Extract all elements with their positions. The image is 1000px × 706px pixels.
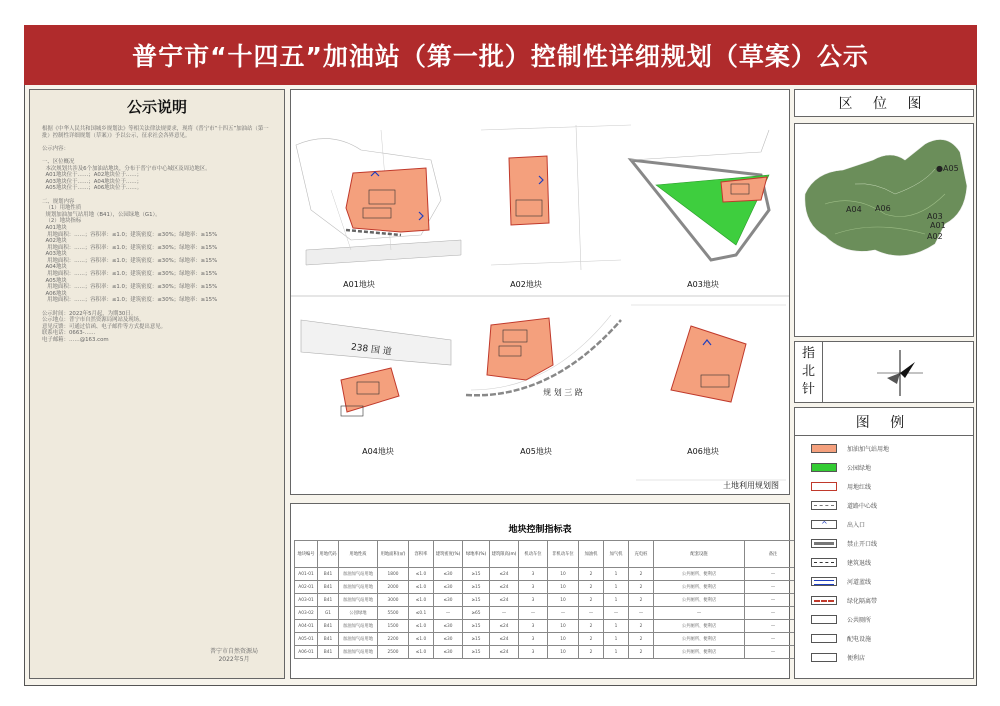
table-header-cell: 备注	[745, 541, 802, 568]
table-cell: A01-01	[295, 568, 318, 581]
location-label-a04: A04	[846, 205, 862, 214]
land-use-maps	[291, 90, 789, 494]
legend-swatch	[811, 501, 837, 510]
legend-item	[811, 575, 871, 587]
table-cell: —	[745, 646, 802, 659]
table-cell: 1800	[378, 568, 409, 581]
table-cell: ≤24	[490, 646, 519, 659]
table-cell: —	[654, 607, 745, 620]
north-heading: 指 北 针	[795, 342, 823, 402]
table-cell: —	[745, 633, 802, 646]
legend-label: 便利店	[847, 654, 866, 662]
legend-label: 配电设施	[847, 635, 872, 643]
road-label-238: 238 国 道	[350, 342, 393, 358]
table-cell: B41	[318, 581, 339, 594]
north-arrow-box	[794, 341, 974, 403]
location-label-a03: A03	[927, 212, 943, 221]
legend-label: 道路中心线	[847, 502, 878, 510]
table-cell: ≤1.0	[409, 581, 434, 594]
table-cell: —	[579, 607, 604, 620]
table-cell: ≥15	[463, 581, 490, 594]
table-cell: —	[629, 607, 654, 620]
map-label-a01: A01地块	[343, 280, 375, 289]
table-cell: ≤24	[490, 633, 519, 646]
parcel-map-a05	[466, 315, 621, 397]
land-use-map-panel	[290, 89, 790, 495]
control-index-table	[294, 540, 802, 659]
table-cell: ≥15	[463, 568, 490, 581]
table-cell: ≤24	[490, 594, 519, 607]
table-row	[295, 607, 802, 620]
table-cell: 10	[548, 646, 579, 659]
legend-item	[811, 556, 871, 568]
road-label-plan3: 规 划 三 路	[543, 388, 583, 397]
location-point-a05: ●	[936, 164, 946, 173]
table-cell: 2	[629, 646, 654, 659]
legend-swatch	[811, 444, 837, 453]
table-header-cell: 充电桩	[629, 541, 654, 568]
legend-label: 禁止开口线	[847, 540, 878, 548]
legend-label: 公园绿地	[847, 464, 872, 472]
table-header-cell: 建筑密度(%)	[434, 541, 463, 568]
legend-swatch	[811, 482, 837, 491]
legend-item	[811, 537, 877, 549]
table-cell: —	[745, 568, 802, 581]
table-cell: ≤1.0	[409, 594, 434, 607]
table-cell: G1	[318, 607, 339, 620]
table-cell: ≥65	[463, 607, 490, 620]
table-cell: ≤30	[434, 646, 463, 659]
table-cell: 加油加气站用地	[339, 646, 378, 659]
table-cell: 2000	[378, 581, 409, 594]
parcel-map-a02	[481, 125, 631, 270]
table-row	[295, 633, 802, 646]
table-cell: 加油加气站用地	[339, 594, 378, 607]
table-cell: 加油加气站用地	[339, 581, 378, 594]
legend-swatch	[811, 634, 837, 643]
location-label-a05: A05	[943, 164, 959, 173]
table-header-cell: 建筑限高(m)	[490, 541, 519, 568]
table-cell: 3	[519, 633, 548, 646]
table-cell: ≤1.0	[409, 646, 434, 659]
region-shape	[805, 140, 967, 256]
table-cell: —	[490, 607, 519, 620]
table-cell: 1	[604, 581, 629, 594]
legend-label: 建筑退线	[847, 559, 872, 567]
table-cell: —	[548, 607, 579, 620]
control-index-table-panel	[290, 503, 790, 679]
legend-swatch	[811, 596, 837, 605]
table-header-cell: 用地性质	[339, 541, 378, 568]
table-cell: —	[745, 620, 802, 633]
map-label-a03: A03地块	[687, 280, 719, 289]
table-header-cell: 地块编号	[295, 541, 318, 568]
table-cell: ≥15	[463, 620, 490, 633]
table-cell: 1	[604, 633, 629, 646]
table-cell: 2	[629, 633, 654, 646]
table-cell: —	[604, 607, 629, 620]
table-cell: B41	[318, 646, 339, 659]
table-cell: 公共厕所、便利店	[654, 646, 745, 659]
table-cell: 2	[579, 568, 604, 581]
table-cell: 2	[579, 633, 604, 646]
location-heading: 区 位 图	[794, 89, 974, 117]
table-cell: —	[519, 607, 548, 620]
table-cell: 2	[579, 581, 604, 594]
legend-swatch	[811, 558, 837, 567]
table-cell: 1	[604, 594, 629, 607]
table-cell: —	[434, 607, 463, 620]
legend-item	[811, 632, 871, 644]
table-cell: —	[745, 594, 802, 607]
table-cell: 3	[519, 581, 548, 594]
legend-heading: 图 例	[795, 408, 973, 436]
legend-label: 加油加气站用地	[847, 445, 890, 453]
legend-swatch	[811, 615, 837, 624]
legend-label: 河道蓝线	[847, 578, 872, 586]
table-cell: ≤1.0	[409, 633, 434, 646]
table-cell: 3	[519, 646, 548, 659]
table-cell: 公共厕所、便利店	[654, 581, 745, 594]
parcel-map-a03	[631, 130, 769, 260]
legend-box	[794, 407, 974, 679]
legend-label: 出入口	[847, 521, 866, 529]
table-cell: 2	[579, 620, 604, 633]
table-cell: 2	[629, 594, 654, 607]
table-cell: A04-01	[295, 620, 318, 633]
table-cell: —	[745, 607, 802, 620]
table-cell: A06-01	[295, 646, 318, 659]
table-cell: 公园绿地	[339, 607, 378, 620]
table-cell: 2200	[378, 633, 409, 646]
table-cell: 公共厕所、便利店	[654, 620, 745, 633]
notice-panel	[29, 89, 285, 679]
table-header-cell: 加气机	[604, 541, 629, 568]
notice-signature: 普宁市自然资源局 2022年5月	[209, 648, 258, 663]
table-header-cell: 机动车位	[519, 541, 548, 568]
table-cell: —	[745, 581, 802, 594]
parcel-map-a01	[296, 130, 461, 265]
legend-item	[811, 594, 877, 606]
table-cell: ≤30	[434, 568, 463, 581]
legend-item	[811, 461, 871, 473]
table-cell: 加油加气站用地	[339, 620, 378, 633]
table-row	[295, 594, 802, 607]
legend-item	[811, 613, 871, 625]
table-cell: 公共厕所、便利店	[654, 633, 745, 646]
table-cell: 10	[548, 633, 579, 646]
table-cell: 1	[604, 620, 629, 633]
legend-item	[811, 499, 877, 511]
table-cell: 5500	[378, 607, 409, 620]
table-cell: 1500	[378, 620, 409, 633]
table-cell: A05-01	[295, 633, 318, 646]
parcel-map-a04	[301, 320, 451, 416]
table-cell: A03-02	[295, 607, 318, 620]
table-cell: 公共厕所、便利店	[654, 568, 745, 581]
table-cell: ≤30	[434, 581, 463, 594]
table-header-cell: 用地代码	[318, 541, 339, 568]
table-cell: 加油加气站用地	[339, 568, 378, 581]
table-cell: ≥15	[463, 633, 490, 646]
table-row	[295, 581, 802, 594]
table-header-cell: 用地面积(㎡)	[378, 541, 409, 568]
legend-item	[811, 651, 865, 663]
table-cell: 2	[579, 646, 604, 659]
table-cell: 1	[604, 646, 629, 659]
table-cell: 10	[548, 568, 579, 581]
location-label-a02: A02	[927, 232, 943, 241]
legend-label: 公共厕所	[847, 616, 872, 624]
table-body	[295, 568, 802, 659]
table-header-row	[295, 541, 802, 568]
table-cell: 2	[579, 594, 604, 607]
table-cell: 10	[548, 581, 579, 594]
table-row	[295, 646, 802, 659]
location-label-a06: A06	[875, 204, 891, 213]
table-cell: ≤30	[434, 633, 463, 646]
map-label-a02: A02地块	[510, 280, 542, 289]
table-cell: ≤30	[434, 620, 463, 633]
map-footer: 土地利用规划图	[723, 481, 779, 490]
map-label-a05: A05地块	[520, 447, 552, 456]
table-header-cell: 非机动车位	[548, 541, 579, 568]
table-cell: 10	[548, 594, 579, 607]
table-cell: 3	[519, 594, 548, 607]
table-cell: ≤0.1	[409, 607, 434, 620]
table-cell: 公共厕所、便利店	[654, 594, 745, 607]
legend-item	[811, 442, 889, 454]
legend-swatch: ^	[811, 520, 837, 529]
legend-label: 绿化隔离带	[847, 597, 878, 605]
table-cell: 10	[548, 620, 579, 633]
table-row	[295, 568, 802, 581]
table-cell: ≤1.0	[409, 620, 434, 633]
table-header-cell: 配套设施	[654, 541, 745, 568]
table-cell: ≥15	[463, 646, 490, 659]
table-cell: B41	[318, 568, 339, 581]
table-cell: 2	[629, 620, 654, 633]
table-cell: 2	[629, 581, 654, 594]
table-cell: 1	[604, 568, 629, 581]
north-arrow-icon	[875, 348, 925, 398]
table-row	[295, 620, 802, 633]
legend-item	[811, 518, 865, 530]
table-cell: ≤1.0	[409, 568, 434, 581]
table-title: 地块控制指标表	[508, 525, 572, 535]
legend-swatch	[811, 463, 837, 472]
table-cell: 2	[629, 568, 654, 581]
table-cell: ≤30	[434, 594, 463, 607]
legend-swatch	[811, 653, 837, 662]
table-cell: B41	[318, 594, 339, 607]
table-header-cell: 容积率	[409, 541, 434, 568]
table-cell: 3	[519, 620, 548, 633]
page-title: 普宁市“十四五”加油站（第一批）控制性详细规划（草案）公示	[24, 25, 977, 85]
map-label-a06: A06地块	[687, 447, 719, 456]
map-label-a04: A04地块	[362, 447, 394, 456]
table-header-cell: 加油机	[579, 541, 604, 568]
legend-swatch	[811, 539, 837, 548]
legend-label: 用地红线	[847, 483, 872, 491]
table-header-cell: 绿地率(%)	[463, 541, 490, 568]
table-cell: 加油加气站用地	[339, 633, 378, 646]
table-cell: B41	[318, 620, 339, 633]
legend-item	[811, 480, 871, 492]
location-label-a01: A01	[930, 221, 946, 230]
table-cell: A03-01	[295, 594, 318, 607]
table-cell: B41	[318, 633, 339, 646]
table-cell: 3000	[378, 594, 409, 607]
table-cell: 2500	[378, 646, 409, 659]
table-cell: ≤24	[490, 581, 519, 594]
table-cell: ≤24	[490, 620, 519, 633]
location-map	[794, 123, 974, 337]
notice-heading: 公示说明	[126, 98, 187, 116]
notice-body: 根据《中华人民共和国城乡规划法》等相关法律法规要求，现将《普宁市“十四五”加油站（第一批）控制性详细规划（草案）》予以公示，征求社会各界意见。 公示内容： 一、区位概况 本次规划共涉及6个加油站地块，分布于普宁市中心城区及周边地区。 A01地块位于……；A02地块位于……； A03地块位于……；A04地块位于……； A05地块位于……；A06地块位于……。 二、规划内容 （1）用地性质 规划加油加气站用地（B41），公园绿地（G1）。 （2）地块指标 A01地块 用地面积：……；容积率：≤1.0；建筑密度：≤30%；绿地率：≥15% A02地块 用地面积：……；容积率：≤1.0；建筑密度：≤30%；绿地率：≥15% A03地块 用地面积：……；容积率：≤1.0；建筑密度：≤30%；绿地率：≥15% A04地块 用地面积：……；容积率：≤1.0；建筑密度：≤30%；绿地率：≥15% A05地块 用地面积：……；容积率：≤1.0；建筑密度：≤30%；绿地率：≥15% A06地块 用地面积：……；容积率：≤1.0；建筑密度：≤30%；绿地率：≥15% 公示时间：2022年5月起，为期30日。 公示地点：普宁市自然资源局网站及现场。 意见反馈：可通过信函、电子邮件等方式提出意见。 联系电话：0663-…… 电子邮箱：……@163.com	[42, 126, 269, 343]
table-cell: ≥15	[463, 594, 490, 607]
legend-swatch	[811, 577, 837, 586]
right-column	[794, 89, 975, 679]
table-cell: ≤24	[490, 568, 519, 581]
table-cell: 3	[519, 568, 548, 581]
table-cell: A02-01	[295, 581, 318, 594]
